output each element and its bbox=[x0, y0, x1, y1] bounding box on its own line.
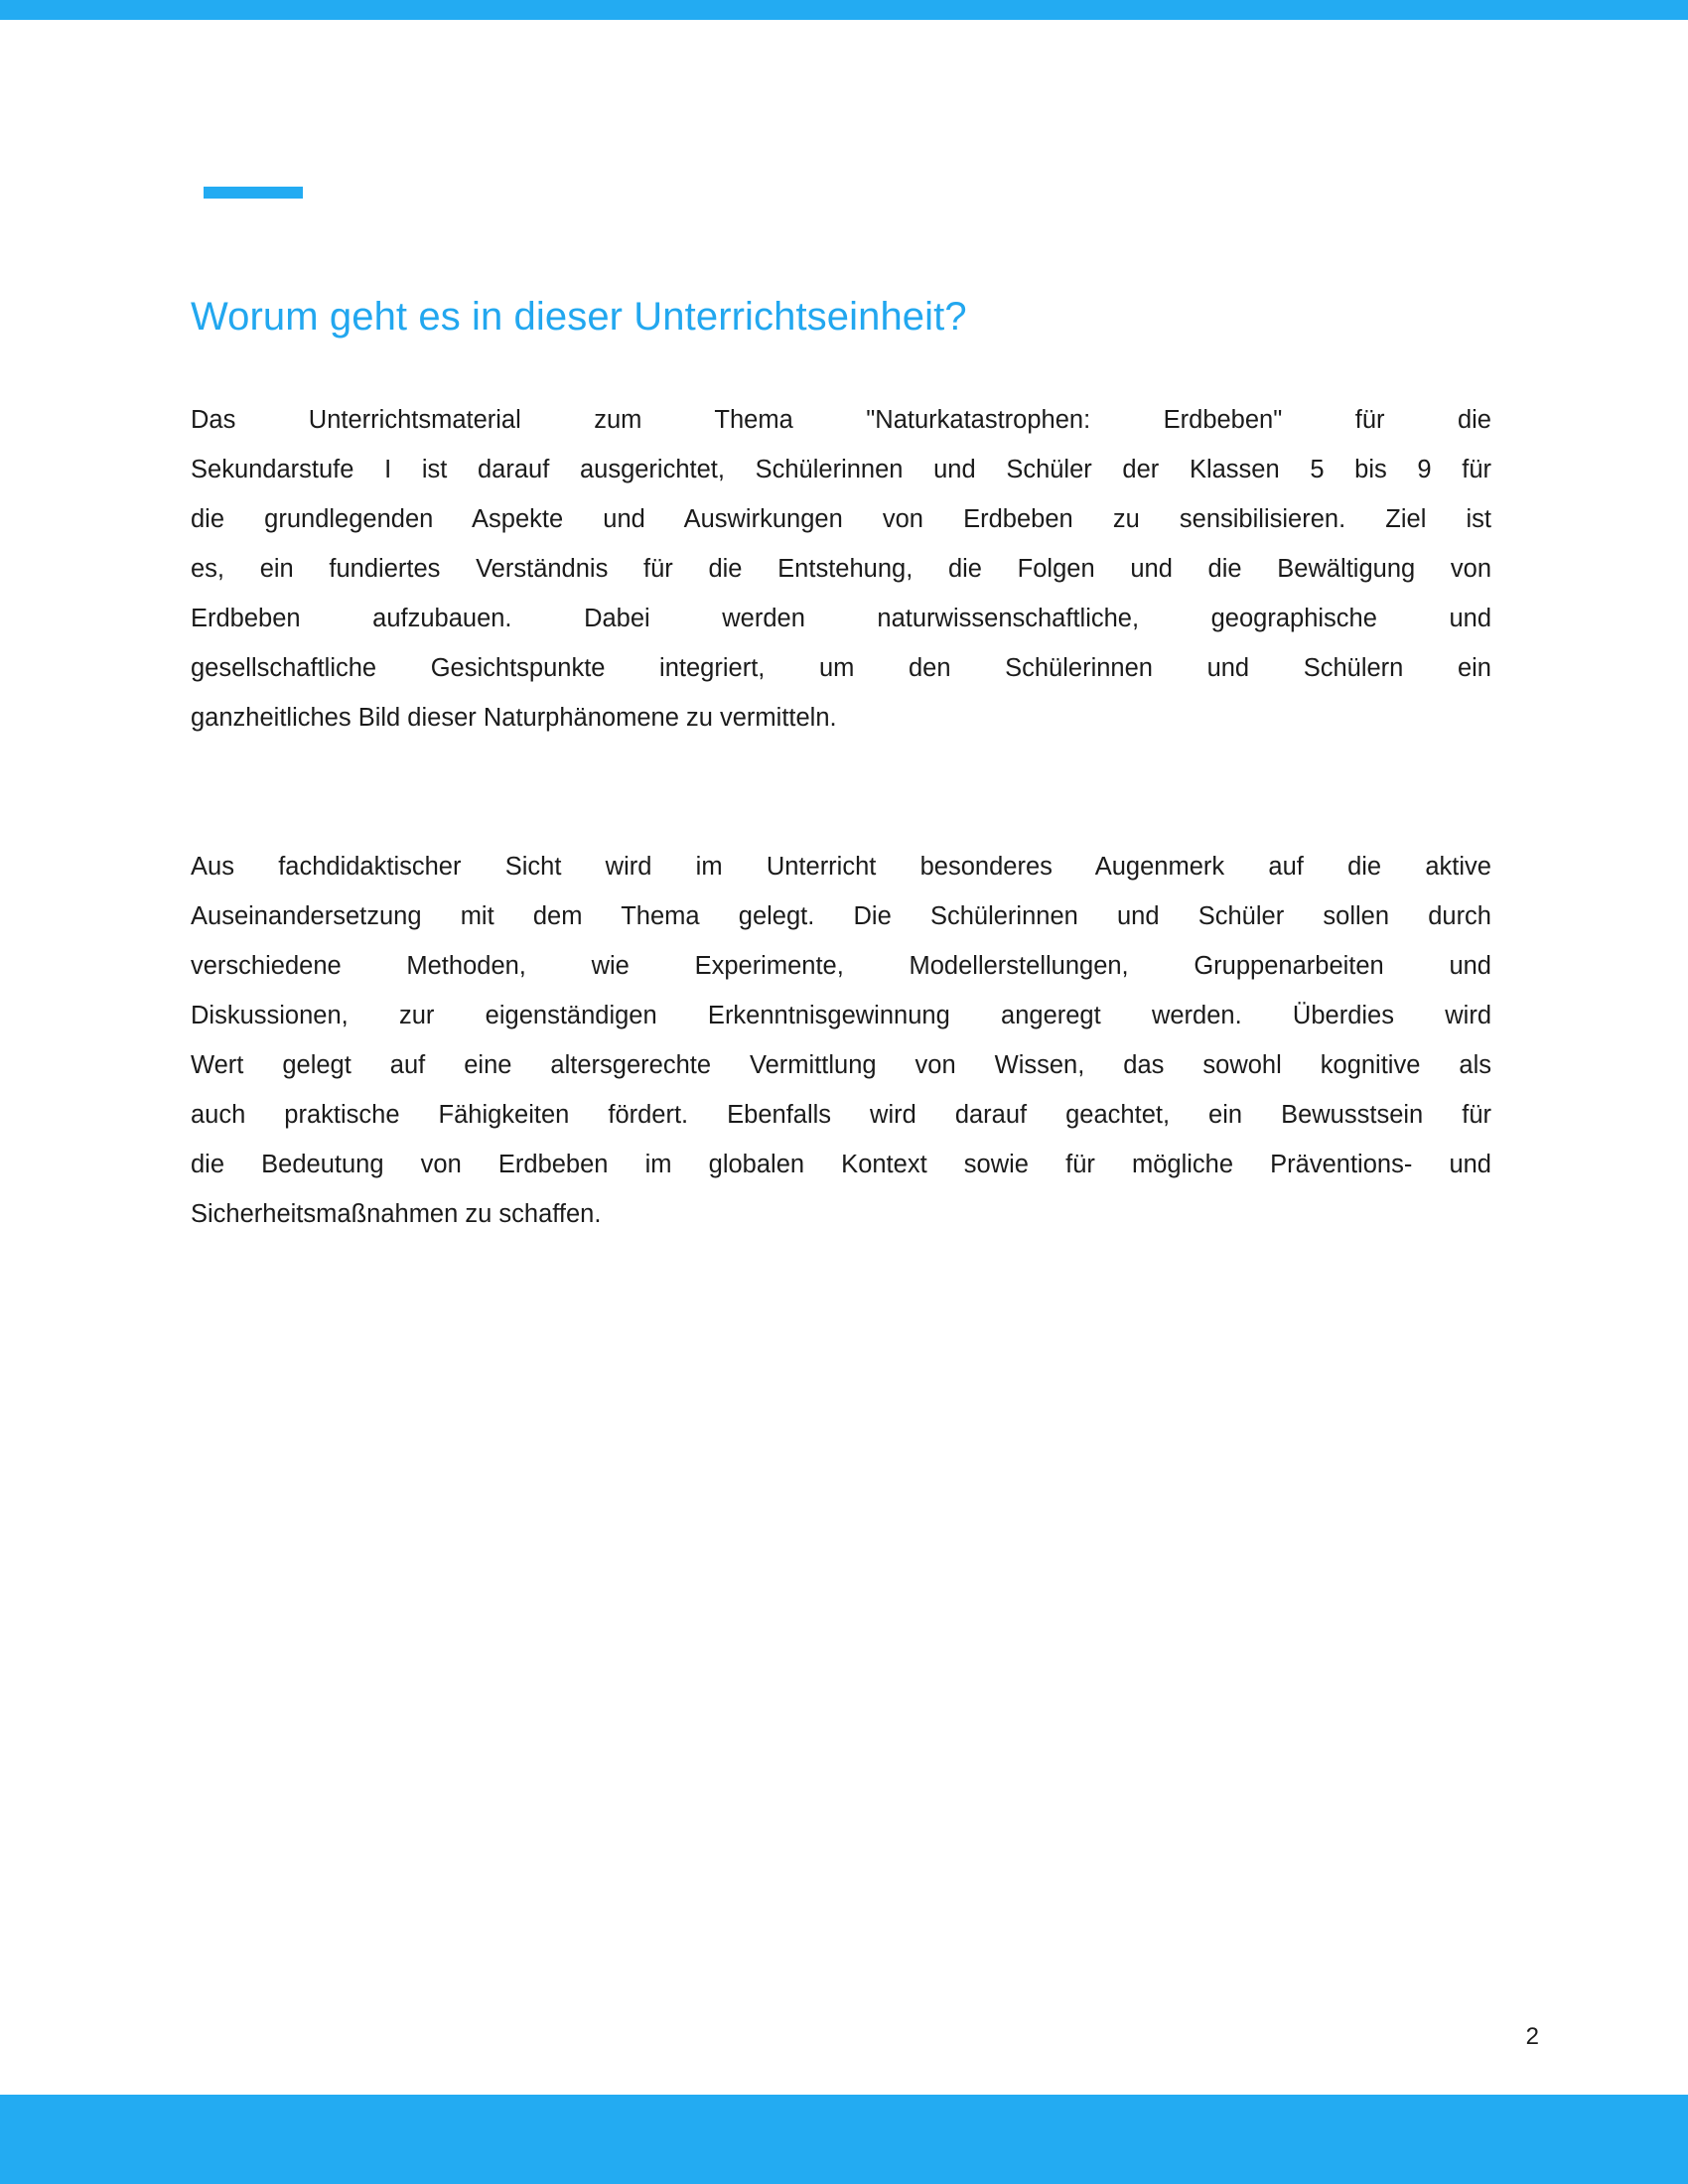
page-title: Worum geht es in dieser Unterrichtseinheit? bbox=[191, 295, 967, 339]
paragraph-didactics bbox=[191, 842, 1491, 1239]
text-line: Sicherheitsmaßnahmen zu schaffen. bbox=[191, 1200, 602, 1228]
text-line: die Bedeutung von Erdbeben im globalen Kontext sowie für mögliche Präventions- und bbox=[191, 1151, 1491, 1178]
paragraph-intro-text bbox=[191, 395, 1491, 743]
paragraph-intro bbox=[191, 395, 1491, 743]
text-line: auch praktische Fähigkeiten fördert. Ebenfalls wird darauf geachtet, ein Bewusstsein für bbox=[191, 1101, 1491, 1129]
text-line: Das Unterrichtsmaterial zum Thema "Naturkatastrophen: Erdbeben" für die bbox=[191, 406, 1491, 434]
paragraph-didactics-text bbox=[191, 842, 1491, 1239]
text-line: gesellschaftliche Gesichtspunkte integriert, um den Schülerinnen und Schülern ein bbox=[191, 654, 1491, 682]
text-line: es, ein fundiertes Verständnis für die Entstehung, die Folgen und die Bewältigung von bbox=[191, 555, 1491, 583]
page-number: 2 bbox=[1525, 2023, 1539, 2050]
text-line: ganzheitliches Bild dieser Naturphänomene zu vermitteln. bbox=[191, 704, 837, 732]
text-line: die grundlegenden Aspekte und Auswirkungen von Erdbeben zu sensibilisieren. Ziel ist bbox=[191, 505, 1491, 533]
top-accent-bar bbox=[0, 0, 1688, 20]
text-line: Diskussionen, zur eigenständigen Erkenntnisgewinnung angeregt werden. Überdies wird bbox=[191, 1002, 1491, 1029]
section-accent-rule bbox=[204, 187, 303, 199]
bottom-accent-bar bbox=[0, 2095, 1688, 2184]
text-line: verschiedene Methoden, wie Experimente, Modellerstellungen, Gruppenarbeiten und bbox=[191, 952, 1491, 980]
text-line: Wert gelegt auf eine altersgerechte Vermittlung von Wissen, das sowohl kognitive als bbox=[191, 1051, 1491, 1079]
text-line: Aus fachdidaktischer Sicht wird im Unterricht besonderes Augenmerk auf die aktive bbox=[191, 853, 1491, 881]
text-line: Sekundarstufe I ist darauf ausgerichtet, Schülerinnen und Schüler der Klassen 5 bis 9 für bbox=[191, 456, 1491, 483]
text-line: Auseinandersetzung mit dem Thema gelegt. Die Schülerinnen und Schüler sollen durch bbox=[191, 902, 1491, 930]
text-line: Erdbeben aufzubauen. Dabei werden naturwissenschaftliche, geographische und bbox=[191, 605, 1491, 632]
